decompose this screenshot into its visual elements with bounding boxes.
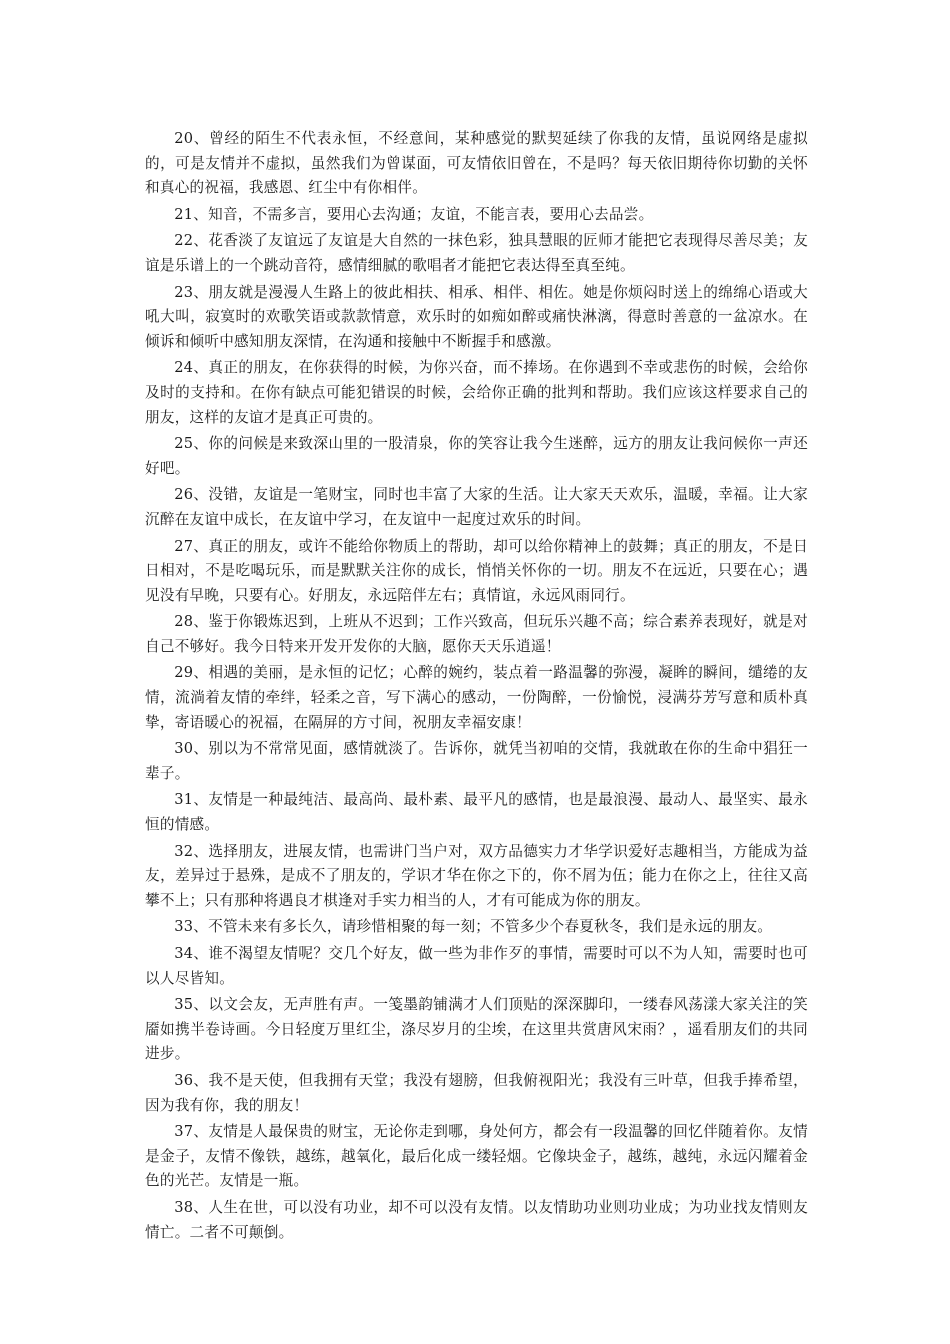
paragraph-30: 30、别以为不常常见面，感情就淡了。告诉你，就凭当初咱的交情，我就敢在你的生命中猖狂一辈子。 — [145, 740, 808, 782]
paragraph-31: 31、友情是一种最纯洁、最高尚、最朴素、最平凡的感情，也是最浪漫、最动人、最坚实、最永恒的情感。 — [145, 791, 808, 834]
paragraph-36: 36、我不是天使，但我拥有天堂；我没有翅膀，但我俯视阳光；我没有三叶草，但我手捧希望，因为我有你，我的朋友！ — [145, 1071, 808, 1114]
paragraph-26: 26、没错，友谊是一笔财宝，同时也丰富了大家的生活。让大家天天欢乐，温暖，幸福。让大家沉醉在友谊中成长，在友谊中学习，在友谊中一起度过欢乐的时间。 — [145, 486, 808, 528]
paragraph-38: 38、人生在世，可以没有功业，却不可以没有友情。以友情助功业则功业成；为功业找友情则友情亡。二者不可颠倒。 — [145, 1198, 808, 1241]
paragraph-32: 32、选择朋友，进展友情，也需讲门当户对，双方品德实力才华学识爱好志趣相当，方能成为益友，差异过于悬殊，是成不了朋友的，学识才华在你之下的，你不屑为伍；能力在你之上，往往又高攀不上；只有那种将遇良才棋逢对手实力相当的人，才有可能成为你的朋友。 — [145, 842, 808, 909]
paragraph-29: 29、相遇的美丽，是永恒的记忆；心醉的婉约，装点着一路温馨的弥漫，凝眸的瞬间，缱绻的友情，流淌着友情的牵绊，轻柔之音，写下满心的感动，一份陶醉，一份愉悦，浸满芬芳写意和质朴真挚，寄语暖心的祝福，在隔屏的方寸间，祝朋友幸福安康！ — [145, 664, 808, 731]
paragraph-21: 21、知音，不需多言，要用心去沟通；友谊，不能言表，要用心去品尝。 — [174, 205, 654, 223]
paragraph-24: 24、真正的朋友，在你获得的时候，为你兴奋，而不捧场。在你遇到不幸或悲伤的时候，会给你及时的支持和。在你有缺点可能犯错误的时候，会给你正确的批判和帮助。我们应该这样要求自己的朋友，这样的友谊才是真正可贵的。 — [145, 359, 808, 426]
paragraph-34: 34、谁不渴望友情呢？交几个好友，做一些为非作歹的事情，需要时可以不为人知，需要时也可以人尽皆知。 — [145, 945, 808, 987]
paragraph-33: 33、不管未来有多长久，请珍惜相聚的每一刻；不管多少个春夏秋冬，我们是永远的朋友。 — [174, 918, 773, 936]
paragraph-23: 23、朋友就是漫漫人生路上的彼此相扶、相承、相伴、相佐。她是你烦闷时送上的绵绵心语或大吼大叫，寂寞时的欢歌笑语或款款情意，欢乐时的如痴如醉或痛快淋漓，得意时善意的一盆凉水。在倾诉和倾听中感知朋友深情，在沟通和接触中不断握手和感激。 — [145, 283, 808, 350]
document-body — [145, 127, 808, 1247]
paragraph-28: 28、鉴于你锻炼迟到，上班从不迟到；工作兴致高，但玩乐兴趣不高；综合素养表现好，就是对自己不够好。我今日特来开发开发你的大脑，愿你天天乐逍遥！ — [145, 613, 808, 655]
paragraph-27: 27、真正的朋友，或许不能给你物质上的帮助，却可以给你精神上的鼓舞；真正的朋友，不是日日相对，不是吃喝玩乐，而是默默关注你的成长，悄悄关怀你的一切。朋友不在远近，只要在心；遇见没有早晚，只要有心。好朋友，永远陪伴左右；真情谊，永远风雨同行。 — [145, 537, 808, 604]
paragraph-22: 22、花香淡了友谊远了友谊是大自然的一抹色彩，独具慧眼的匠师才能把它表现得尽善尽美；友谊是乐谱上的一个跳动音符，感情细腻的歌唱者才能把它表达得至真至纯。 — [145, 232, 808, 274]
paragraph-35: 35、以文会友，无声胜有声。一笺墨韵铺满才人们顶贴的深深脚印，一缕春风荡漾大家关注的笑靥如携半卷诗画。今日轻度万里红尘，涤尽岁月的尘埃，在这里共赏唐风宋雨？，遥看朋友们的共同进步。 — [145, 996, 808, 1063]
paragraph-20: 20、曾经的陌生不代表永恒，不经意间，某种感觉的默契延续了你我的友情，虽说网络是虚拟的，可是友情并不虚拟，虽然我们为曾谋面，可友情依旧曾在，不是吗？每天依旧期待你切勤的关怀和真心的祝福，我感恩、红尘中有你相伴。 — [145, 130, 808, 197]
paragraph-37: 37、友情是人最保贵的财宝，无论你走到哪，身处何方，都会有一段温馨的回忆伴随着你。友情是金子，友情不像铁，越练，越氧化，最后化成一缕轻烟。它像块金子，越练，越纯，永远闪耀着金色的光芒。友情是一瓶。 — [145, 1123, 808, 1190]
paragraph-25: 25、你的问候是来致深山里的一股清泉，你的笑容让我今生迷醉，远方的朋友让我问候你一声还好吧。 — [145, 435, 808, 477]
